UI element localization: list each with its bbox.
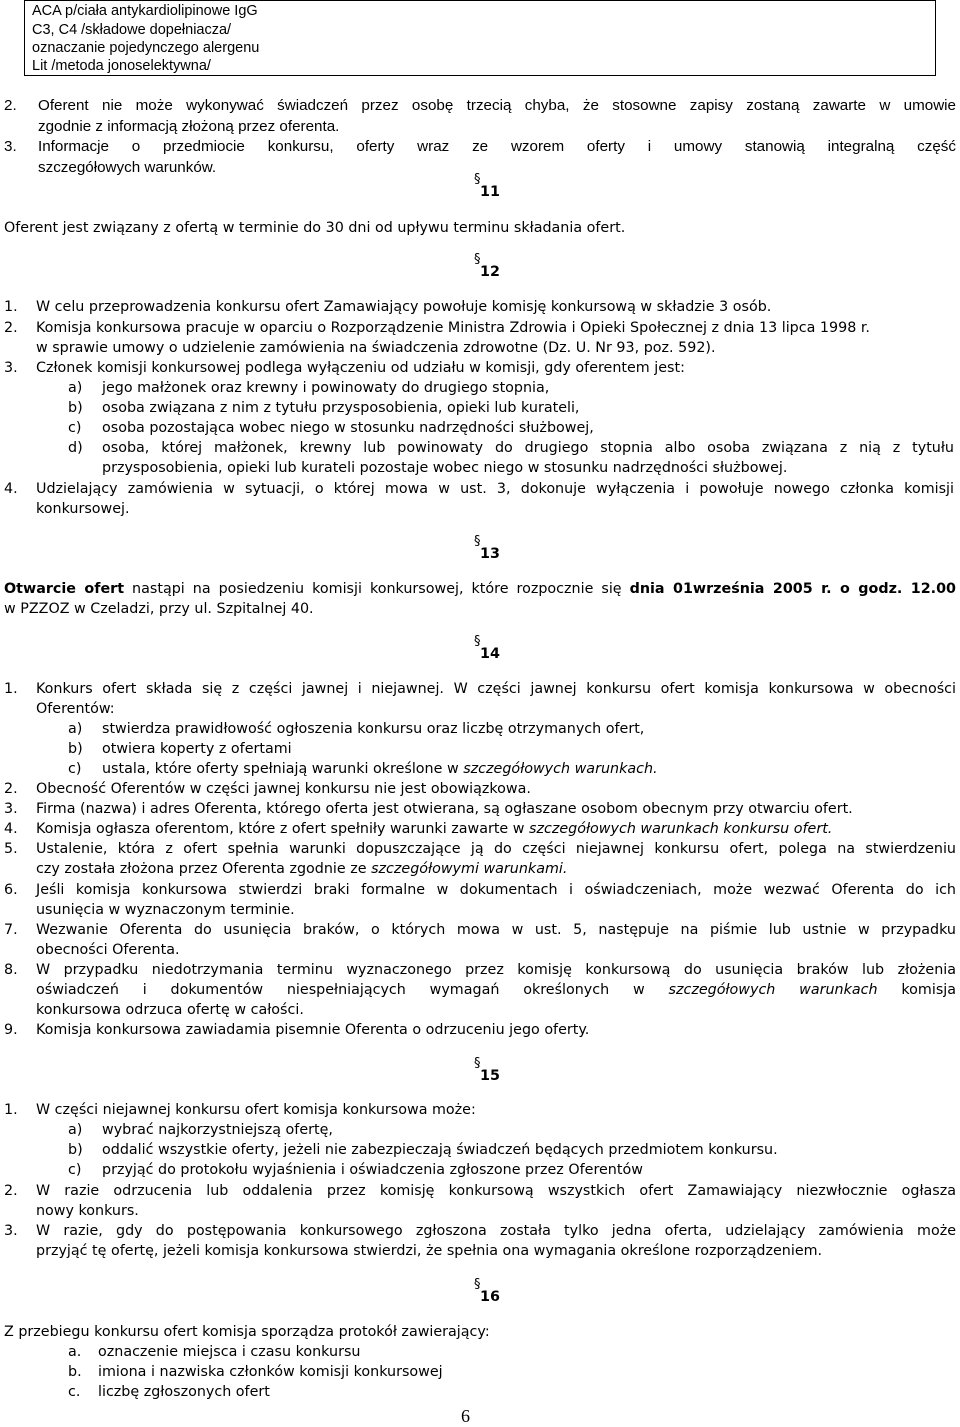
- header-line: ACA p/ciała antykardiolipinowe IgG: [32, 3, 258, 19]
- list-number: 3.: [4, 138, 17, 155]
- list-item: imiona i nazwiska członków komisji konkursowej: [98, 1364, 443, 1380]
- section-symbol: §: [474, 634, 481, 649]
- list-letter: c): [68, 420, 82, 436]
- list-item: oddalić wszystkie oferty, jeżeli nie zabezpieczają świadczeń będących przedmiotem konkursu.: [102, 1142, 778, 1158]
- list-item: wybrać najkorzystniejszą ofertę,: [102, 1122, 333, 1138]
- list-number: 1.: [4, 1102, 18, 1118]
- paragraph: przyjąć tę ofertę, jeżeli komisja konkursowa stwierdzi, że spełnia ona wymagania określone rozporządzeniem.: [36, 1243, 823, 1259]
- list-item: jego małżonek oraz krewny i powinowaty do drugiego stopnia,: [102, 380, 550, 396]
- list-number: 6.: [4, 882, 18, 898]
- page-number: 6: [461, 1406, 470, 1426]
- text: czy została złożona przez Oferenta zgodnie ze: [36, 861, 372, 877]
- list-number: 2.: [4, 781, 18, 797]
- section-number: 15: [480, 1068, 500, 1084]
- paragraph: [36, 859, 567, 879]
- list-number: 4.: [4, 821, 18, 837]
- list-item: przysposobienia, opieki lub kurateli pozostaje wobec niego w stosunku nadrzędności służbowej.: [102, 460, 788, 476]
- list-item: osoba pozostająca wobec niego w stosunku nadrzędności służbowej,: [102, 420, 594, 436]
- paragraph: [36, 980, 956, 1000]
- paragraph: usunięcia w wyznaczonym terminie.: [36, 902, 295, 918]
- list-number: 9.: [4, 1022, 18, 1038]
- paragraph: Komisja konkursowa pracuje w oparciu o Rozporządzenie Ministra Zdrowia i Opieki Społecznej z dnia 13 lipca 1998 r.: [36, 320, 870, 336]
- list-letter: c): [68, 1162, 82, 1178]
- paragraph: w PZZOZ w Czeladzi, przy ul. Szpitalnej 40.: [4, 601, 314, 617]
- paragraph: Z przebiegu konkursu ofert komisja sporządza protokół zawierający:: [4, 1324, 490, 1340]
- header-line: oznaczanie pojedynczego alergenu: [32, 40, 260, 56]
- list-item: przyjąć do protokołu wyjaśnienia i oświadczenia zgłoszone przez Oferentów: [102, 1162, 643, 1178]
- paragraph: Oferent nie może wykonywać świadczeń przez osobę trzecią chyba, że stosowne zapisy zostaną zawarte w umowie: [38, 97, 956, 114]
- list-letter: a): [68, 721, 83, 737]
- text: nastąpi na posiedzeniu komisji konkursowej, które rozpocznie się: [124, 581, 630, 597]
- section-heading: [474, 252, 500, 280]
- list-item: [102, 759, 658, 779]
- text: Komisja ogłasza oferentom, które z ofert spełniły warunki zawarte w: [36, 821, 530, 837]
- section-number: 12: [480, 264, 500, 280]
- paragraph: konkursowa odrzuca ofertę w całości.: [36, 1002, 304, 1018]
- list-item: stwierdza prawidłowość ogłoszenia konkursu oraz liczbę otrzymanych ofert,: [102, 721, 645, 737]
- paragraph: konkursowej.: [36, 501, 130, 517]
- list-number: 1.: [4, 681, 18, 697]
- paragraph: Wezwanie Oferenta do usunięcia braków, o których mowa w ust. 5, następuje na piśmie lub ustnie w przypadku: [36, 922, 956, 938]
- list-letter: d): [68, 440, 83, 456]
- list-letter: c): [68, 761, 82, 777]
- list-number: 3.: [4, 801, 18, 817]
- paragraph: w sprawie umowy o udzielenie zamówienia na świadczenia zdrowotne (Dz. U. Nr 93, poz. 592).: [36, 340, 716, 356]
- section-heading: [474, 634, 500, 662]
- italic-text: szczegółowych warunkach: [668, 982, 878, 998]
- paragraph: Członek komisji konkursowej podlega wyłączeniu od udziału w komisji, gdy oferentem jest:: [36, 360, 685, 376]
- list-item: osoba, której małżonek, krewny lub powinowaty do drugiego stopnia albo osoba związana z nią z tytułu: [102, 440, 954, 456]
- list-item: osoba związana z nim z tytułu przysposobienia, opieki lub kurateli,: [102, 400, 580, 416]
- section-heading: [474, 1056, 500, 1084]
- list-letter: b): [68, 1142, 83, 1158]
- paragraph: Komisja konkursowa zawiadamia pisemnie Oferenta o odrzuceniu jego oferty.: [36, 1022, 590, 1038]
- section-heading: [474, 534, 500, 562]
- list-number: 2.: [4, 97, 17, 114]
- paragraph: nowy konkurs.: [36, 1203, 139, 1219]
- bold-text: Otwarcie ofert: [4, 581, 125, 597]
- list-item: otwiera koperty z ofertami: [102, 741, 292, 757]
- list-letter: b): [68, 400, 83, 416]
- list-letter: a.: [68, 1344, 82, 1360]
- italic-text: szczegółowych warunkach konkursu ofert.: [529, 821, 833, 837]
- paragraph: Informacje o przedmiocie konkursu, oferty wraz ze wzorem oferty i umowy stanowią integralną część: [38, 138, 956, 155]
- list-letter: a): [68, 380, 83, 396]
- list-number: 8.: [4, 962, 18, 978]
- section-symbol: §: [474, 1277, 481, 1292]
- list-number: 2.: [4, 1183, 18, 1199]
- header-line: Lit /metoda jonoselektywna/: [32, 58, 211, 74]
- paragraph: Konkurs ofert składa się z części jawnej i niejawnej. W części jawnej konkursu ofert komisja konkursowa w obecności: [36, 681, 956, 697]
- list-number: 4.: [4, 481, 18, 497]
- italic-text: szczegółowymi warunkami.: [371, 861, 568, 877]
- list-number: 2.: [4, 320, 18, 336]
- section-symbol: §: [474, 172, 481, 187]
- text: ustala, które oferty spełniają warunki określone w: [102, 761, 464, 777]
- paragraph: Jeśli komisja konkursowa stwierdzi braki formalne w dokumentach i oświadczeniach, może wezwać Oferenta do ich: [36, 882, 956, 898]
- paragraph: W razie, gdy do postępowania konkursowego zgłoszona została tylko jedna oferta, udzielający zamówienia może: [36, 1223, 956, 1239]
- bold-text: dnia 01września 2005 r. o godz. 12.00: [629, 581, 956, 597]
- header-line: C3, C4 /składowe dopełniacza/: [32, 22, 232, 38]
- list-letter: a): [68, 1122, 83, 1138]
- list-number: 7.: [4, 922, 18, 938]
- list-letter: b.: [68, 1364, 82, 1380]
- italic-text: szczegółowych warunkach.: [463, 761, 658, 777]
- paragraph: [4, 579, 956, 599]
- section-symbol: §: [474, 534, 481, 549]
- paragraph: W przypadku niedotrzymania terminu wyznaczonego przez komisję konkursową do usunięcia braków lub złożenia: [36, 962, 956, 978]
- section-number: 16: [480, 1289, 500, 1305]
- section-number: 13: [480, 546, 500, 562]
- list-number: 3.: [4, 360, 18, 376]
- paragraph: Oferent jest związany z ofertą w terminie do 30 dni od upływu terminu składania ofert.: [4, 220, 626, 236]
- section-symbol: §: [474, 1056, 481, 1071]
- paragraph: Oferentów:: [36, 701, 115, 717]
- list-item: oznaczenie miejsca i czasu konkursu: [98, 1344, 361, 1360]
- list-number: 3.: [4, 1223, 18, 1239]
- paragraph: W razie odrzucenia lub oddalenia przez komisję konkursową wszystkich ofert Zamawiający niezwłocznie ogłasza: [36, 1183, 956, 1199]
- paragraph: szczegółowych warunków.: [38, 159, 217, 176]
- list-letter: b): [68, 741, 83, 757]
- section-heading: [474, 1277, 500, 1305]
- paragraph: W części niejawnej konkursu ofert komisja konkursowa może:: [36, 1102, 476, 1118]
- paragraph: Firma (nazwa) i adres Oferenta, którego oferta jest otwierana, są ogłaszane osobom obecnym przy otwarciu ofert.: [36, 801, 853, 817]
- section-symbol: §: [474, 252, 481, 267]
- text: oświadczeń i dokumentów niespełniających wymagań określonych w: [36, 982, 669, 998]
- paragraph: Ustalenie, która z ofert spełnia warunki dopuszczające ją do części niejawnej konkursu ofert, polega na stwierdzeniu: [36, 841, 956, 857]
- list-item: liczbę zgłoszonych ofert: [98, 1384, 270, 1400]
- paragraph: zgodnie z informacją złożoną przez oferenta.: [38, 118, 340, 135]
- section-heading: [474, 172, 500, 200]
- paragraph: Udzielający zamówienia w sytuacji, o której mowa w ust. 3, dokonuje wyłączenia i powołuje nowego członka komisji: [36, 481, 954, 497]
- text: komisja: [877, 982, 956, 998]
- paragraph: [36, 819, 832, 839]
- section-number: 11: [480, 184, 500, 200]
- list-letter: c.: [68, 1384, 81, 1400]
- paragraph: W celu przeprowadzenia konkursu ofert Zamawiający powołuje komisję konkursową w składzie 3 osób.: [36, 299, 772, 315]
- paragraph: obecności Oferenta.: [36, 942, 180, 958]
- list-number: 5.: [4, 841, 18, 857]
- paragraph: Obecność Oferentów w części jawnej konkursu nie jest obowiązkowa.: [36, 781, 531, 797]
- section-number: 14: [480, 646, 500, 662]
- list-number: 1.: [4, 299, 18, 315]
- header-table: [24, 0, 936, 76]
